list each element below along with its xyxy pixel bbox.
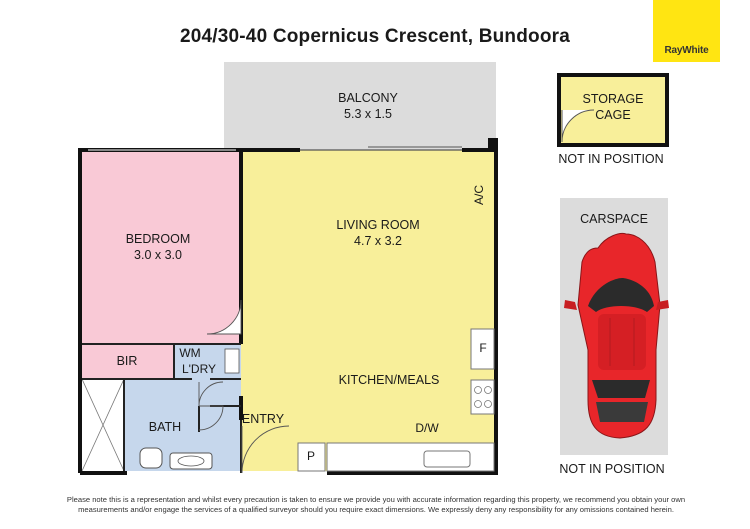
storage-label [563,91,663,123]
storage-line1: STORAGE [582,92,644,106]
property-address: 204/30-40 Copernicus Crescent, Bundoora [179,26,571,47]
balcony-label [308,90,428,122]
toilet [140,448,162,468]
wm-label: WM [179,346,201,360]
logo-text: RayWhite [664,45,709,56]
balcony-size: 5.3 x 1.5 [344,107,392,121]
bir-label: BIR [116,354,138,368]
bath-label: BATH [148,420,182,434]
basin [170,453,212,469]
living-label [308,217,448,249]
carspace-label: CARSPACE [580,212,648,226]
dw-label: D/W [415,421,439,435]
balcony-name: BALCONY [338,91,398,105]
bedroom-name: BEDROOM [125,232,191,246]
living-name: LIVING ROOM [336,218,420,232]
ac-label: A/C [472,185,486,206]
pantry-label: P [306,449,315,463]
washing-machine [225,349,239,373]
kitchen-label: KITCHEN/MEALS [338,373,440,387]
storage-line2: CAGE [595,108,631,122]
sink [424,451,470,467]
disclaimer-text: Please note this is a representation and whilst every precaution is taken to ensure we provide you with accurate information regarding this property, we recommend you obtain your own measurements and/or engage the services of a qualified surveyor should you require exact dimensions. We expressly deny any responsibility for any omissions contained herein. [66,495,686,514]
bedroom-label [98,231,218,263]
fridge-label: F [479,341,487,355]
bedroom-size: 3.0 x 3.0 [134,248,182,262]
cooktop [471,380,494,414]
carspace-note: NOT IN POSITION [559,462,665,476]
laundry-label: L'DRY [181,362,217,376]
entry-label: ENTRY [241,412,285,426]
storage-note: NOT IN POSITION [558,152,664,166]
living-size: 4.7 x 3.2 [354,234,402,248]
